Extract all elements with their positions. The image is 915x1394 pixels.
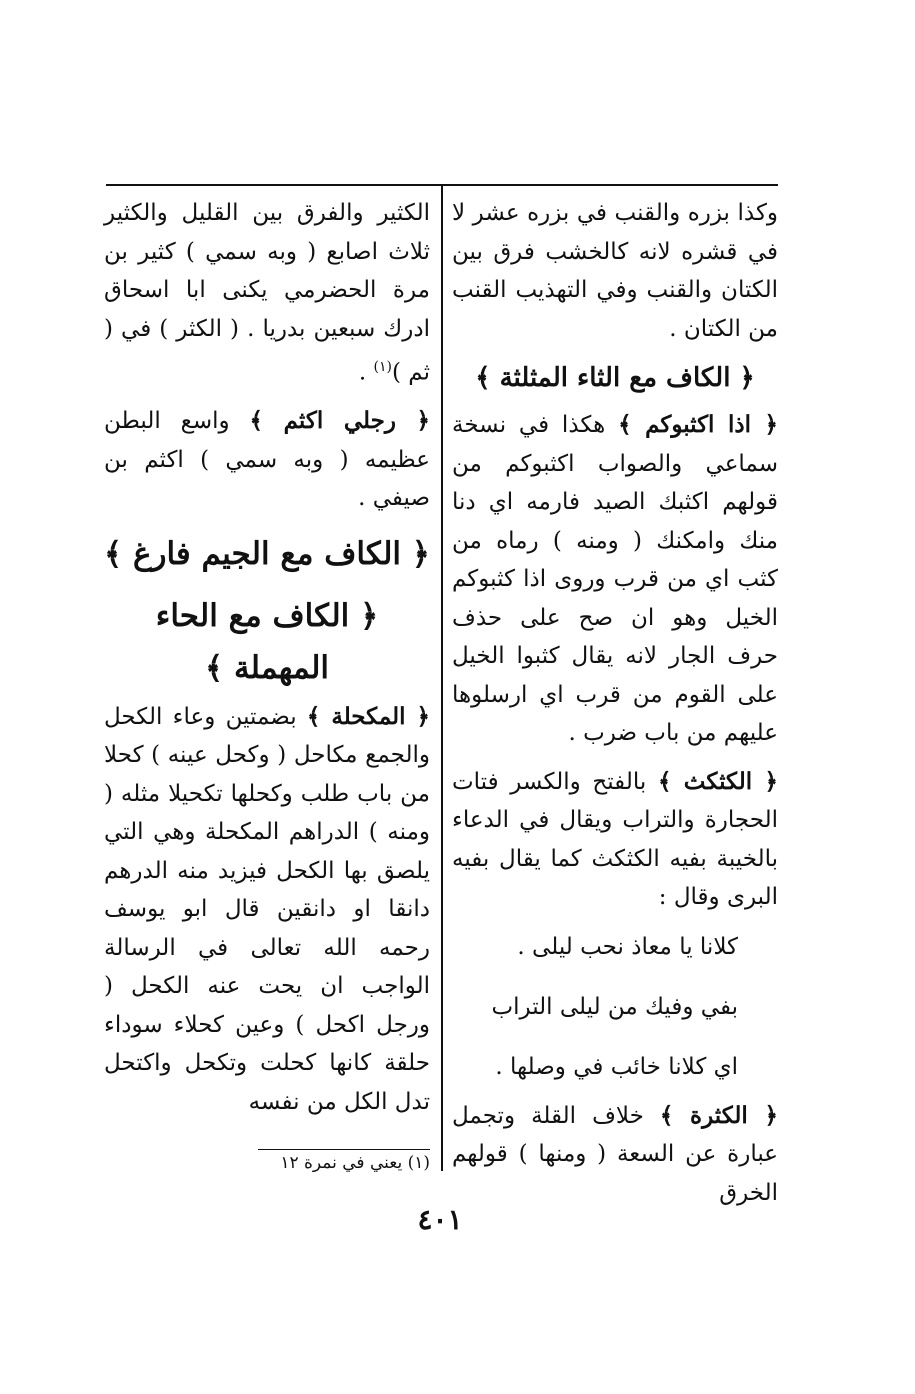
entry-text: بضمتين وعاء الكحل والجمع مكاحل ( وكحل عينه ) كحلا من باب طلب وكحلها تكحيلا مثله ( ومنه ) الدراهم المكحلة وهي التي يلصق بها الكحل فيزيد منه الدرهم دانقا او دانقين قال ابو يوسف رحمه الله تعالى في الرسالة الواجب ان يحت عنه الكحل ( ورجل اكحل ) وعين كحلاء سوداء حلقة كانها كحلت وتكحل واكتحل تدل الكل من نفسه	[104, 703, 430, 1115]
entry-keyword: ﴿ المكحلة ﴾	[306, 702, 431, 730]
entry	[104, 698, 430, 1122]
right-column	[452, 194, 778, 1212]
verse-line: اي كلانا خائب في وصلها .	[495, 1053, 738, 1080]
paragraph-text: الكثير والفرق بين القليل والكثير ثلاث اصابع ( وبه سمي ) كثير بن مرة الحضرمي يكنى ابا اسحاق ادرك سبعين بدريا . ( الكثر ) في ( ثم )	[104, 200, 430, 386]
entry-text: هكذا في نسخة سماعي والصواب اكثبوكم من قولهم اكثبك الصيد فارمه اي دنا منك وامكنك ( ومنه ) رماه من كثب اي من قرب وروى اذا كثبوكم الخيل وهو ان صح على حذف حرف الجار لانه يقال كثبوا الخيل على القوم من قرب اي ارسلوها عليهم من باب ضرب .	[452, 412, 778, 746]
entry-keyword: ﴿ الكثكث ﴾	[657, 767, 778, 795]
entry-keyword: ﴿ اذا اكثبوكم ﴾	[618, 411, 778, 438]
section-heading: ﴿ الكاف مع الحاء المهملة ﴾	[155, 597, 379, 686]
paragraph-end: .	[358, 359, 374, 386]
column-divider	[441, 186, 443, 1171]
footnote: (١) يعني في نمرة ١٢	[280, 1153, 430, 1173]
entry	[452, 763, 778, 917]
verse-line: بفي وفيك من ليلى التراب	[491, 993, 738, 1020]
footnote-mark: (١)	[373, 359, 392, 375]
entry-keyword: ﴿ الكثرة ﴾	[659, 1101, 779, 1129]
entry	[452, 406, 778, 753]
entry-text: خلاف القلة وتجمل عبارة عن السعة ( ومنها ) قولهم الخرق	[452, 1102, 778, 1206]
verse-line: كلانا يا معاذ نحب ليلى .	[517, 933, 738, 960]
section-heading: ﴿ الكاف مع الثاء المثلثة ﴾	[475, 363, 755, 393]
left-column	[104, 194, 430, 1121]
entry	[104, 402, 430, 518]
page-number: ٤٠١	[417, 1203, 463, 1236]
entry	[452, 1097, 778, 1213]
section-heading: ﴿ الكاف مع الجيم فارغ ﴾	[104, 535, 430, 572]
entry-text: بالفتح والكسر فتات الحجارة والتراب ويقال في الدعاء بالخيبة بفيه الكثكث كما يقال بفيه البرى وقال :	[452, 768, 778, 910]
paragraph: وكذا بزره والقنب في بزره عشر لا في قشره لانه كالخشب فرق بين الكتان والقنب وفي التهذيب القنب من الكتان .	[452, 200, 778, 342]
entry-text: واسع البطن عظيمه ( وبه سمي ) اكثم بن صيفي .	[104, 408, 430, 512]
entry-keyword: ﴿ رجلي اكثم ﴾	[249, 407, 430, 435]
paragraph	[104, 194, 430, 392]
